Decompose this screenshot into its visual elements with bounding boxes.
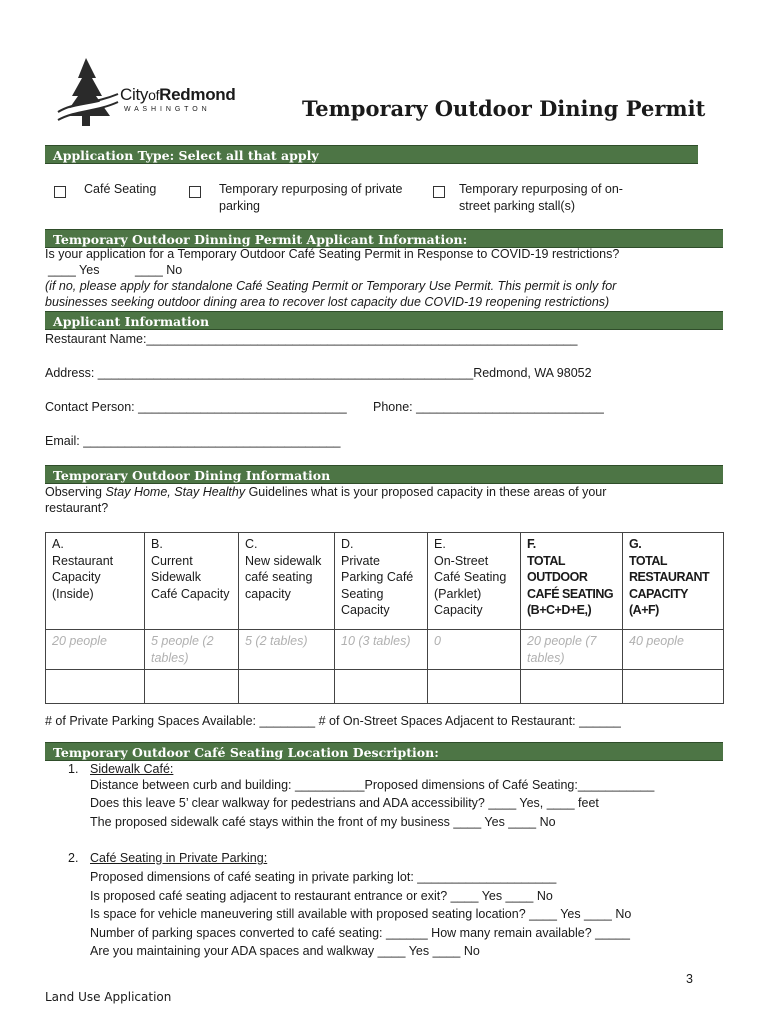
col-b-header: [145, 533, 239, 630]
parking-spaces-line[interactable]: # of Private Parking Spaces Available: ________ # of On-Street Spaces Adjacent to Restaurant: ______: [45, 714, 621, 728]
col-g-l1: G.: [629, 537, 642, 551]
section-applicant-permit-info: Temporary Outdoor Dinning Permit Applicant Information:: [45, 229, 723, 248]
col-c-l4: capacity: [245, 586, 291, 601]
col-e-l2: On-Street: [434, 553, 489, 568]
col-e-l1: E.: [434, 537, 446, 551]
section-dining-information: Temporary Outdoor Dining Information: [45, 465, 723, 484]
col-e-l3: Café Seating: [434, 570, 507, 584]
section-applicant-information: Applicant Information: [45, 311, 723, 330]
col-b-l3: Sidewalk: [151, 570, 202, 584]
covid-no[interactable]: ____ No: [135, 263, 183, 277]
capacity-example-row: [46, 630, 724, 670]
logo-city-name: Redmond: [159, 85, 236, 104]
col-f-header: [521, 533, 623, 630]
logo-city-prefix: City: [120, 85, 149, 104]
example-a[interactable]: 20 people: [46, 630, 145, 670]
col-f-l5: (B+C+D+E,): [527, 603, 592, 617]
col-d-l1: D.: [341, 537, 354, 551]
item2-line2[interactable]: Is proposed café seating adjacent to restaurant entrance or exit? ____ Yes ____ No: [90, 889, 553, 903]
checkbox-cafe-seating[interactable]: [54, 186, 66, 198]
col-g-l2: TOTAL: [629, 553, 668, 568]
entry-c[interactable]: [239, 670, 335, 704]
col-b-l1: B.: [151, 537, 163, 551]
item1-title: Sidewalk Café:: [90, 762, 174, 776]
address-field[interactable]: Address: ______________________________________________________Redmond, WA 98052: [45, 366, 592, 380]
section-application-type: Application Type: Select all that apply: [45, 145, 698, 164]
checkbox-private-parking[interactable]: [189, 186, 201, 198]
page-number: 3: [686, 972, 693, 986]
footer-label: Land Use Application: [45, 990, 172, 1004]
entry-g[interactable]: [623, 670, 724, 704]
col-a-l4: (Inside): [52, 586, 94, 601]
checkbox-on-street-parking[interactable]: [433, 186, 445, 198]
entry-b[interactable]: [145, 670, 239, 704]
col-a-l1: A.: [52, 537, 64, 551]
capacity-intro-italic: Stay Home, Stay Healthy: [105, 485, 246, 499]
item2-line3[interactable]: Is space for vehicle maneuvering still available with proposed seating location? ____ Yes ____ No: [90, 907, 632, 921]
example-e[interactable]: 0: [428, 630, 521, 670]
col-e-header: [428, 533, 521, 630]
logo-state: W A S H I N G T O N: [124, 106, 208, 113]
item2-number: 2.: [68, 851, 79, 865]
col-g-l4: CAPACITY: [629, 586, 688, 601]
tree-logo-icon: [52, 56, 124, 128]
col-a-header: [46, 533, 145, 630]
example-f[interactable]: 20 people (7 tables): [521, 630, 623, 670]
item1-number: 1.: [68, 762, 79, 776]
option-private-parking-line1: Temporary repurposing of private: [219, 182, 403, 196]
option-on-street-line2: street parking stall(s): [459, 199, 576, 213]
entry-f[interactable]: [521, 670, 623, 704]
col-b-l4: Café Capacity: [151, 586, 230, 601]
col-a-l3: Capacity: [52, 570, 101, 584]
col-c-l3: café seating: [245, 570, 313, 584]
col-d-header: [335, 533, 428, 630]
col-b-l2: Current: [151, 553, 193, 568]
col-d-l5: Capacity: [341, 603, 390, 617]
logo-of: of: [148, 87, 160, 103]
col-f-l1: F.: [527, 537, 536, 551]
item1-line1[interactable]: Distance between curb and building: __________Proposed dimensions of Café Seating:___________: [90, 778, 655, 792]
contact-person-field[interactable]: Contact Person: ______________________________: [45, 400, 347, 414]
covid-yes[interactable]: ____ Yes: [48, 263, 100, 277]
restaurant-name-field[interactable]: Restaurant Name:______________________________________________________________: [45, 332, 578, 346]
col-e-l4: (Parklet): [434, 586, 482, 601]
covid-note-line2: businesses seeking outdoor dining area to recover lost capacity due COVID-19 reopening restrictions): [45, 295, 610, 309]
city-logo: [52, 56, 272, 128]
example-d[interactable]: 10 (3 tables): [335, 630, 428, 670]
covid-note-line1: (if no, please apply for standalone Café Seating Permit or Temporary Use Permit. This permit is only for: [45, 279, 617, 293]
option-cafe-seating: Café Seating: [84, 182, 157, 196]
capacity-intro-post: Guidelines what is your proposed capacity in these areas of your: [245, 485, 607, 499]
entry-a[interactable]: [46, 670, 145, 704]
phone-field[interactable]: Phone: ___________________________: [373, 400, 604, 414]
capacity-intro-line2: restaurant?: [45, 501, 109, 515]
capacity-header-row: [46, 533, 724, 630]
col-a-l2: Restaurant: [52, 553, 114, 568]
option-on-street-line1: Temporary repurposing of on-: [459, 182, 623, 196]
col-c-l1: C.: [245, 537, 258, 551]
col-d-l2: Private: [341, 553, 380, 568]
col-f-l3: OUTDOOR: [527, 570, 588, 584]
entry-d[interactable]: [335, 670, 428, 704]
col-e-l5: Capacity: [434, 603, 483, 617]
item1-line3[interactable]: The proposed sidewalk café stays within the front of my business ____ Yes ____ No: [90, 815, 556, 829]
email-field[interactable]: Email: _____________________________________: [45, 434, 341, 448]
col-d-l4: Seating: [341, 586, 384, 601]
page-title: Temporary Outdoor Dining Permit: [302, 96, 706, 121]
example-g[interactable]: 40 people: [623, 630, 724, 670]
section-location-description: Temporary Outdoor Café Seating Location Description:: [45, 742, 723, 761]
covid-question: Is your application for a Temporary Outdoor Café Seating Permit in Response to COVID-19 restrictions?: [45, 247, 620, 261]
item2-line4[interactable]: Number of parking spaces converted to café seating: ______ How many remain available? _____: [90, 926, 630, 940]
col-g-l5: (A+F): [629, 603, 659, 617]
example-b[interactable]: 5 people (2 tables): [145, 630, 239, 670]
col-g-header: [623, 533, 724, 630]
col-c-l2: New sidewalk: [245, 553, 322, 568]
item2-line5[interactable]: Are you maintaining your ADA spaces and walkway ____ Yes ____ No: [90, 944, 480, 958]
item2-line1[interactable]: Proposed dimensions of café seating in private parking lot: ____________________: [90, 870, 557, 884]
example-c[interactable]: 5 (2 tables): [239, 630, 335, 670]
capacity-intro: [45, 484, 606, 501]
col-f-l4: CAFÉ SEATING: [527, 586, 614, 601]
capacity-table: [45, 532, 724, 704]
option-private-parking-line2: parking: [219, 199, 260, 213]
capacity-entry-row: [46, 670, 724, 704]
item1-line2[interactable]: Does this leave 5’ clear walkway for pedestrians and ADA accessibility? ____ Yes, ____ feet: [90, 796, 599, 810]
col-d-l3: Parking Café: [341, 570, 414, 584]
col-c-header: [239, 533, 335, 630]
col-g-l3: RESTAURANT: [629, 570, 710, 584]
col-f-l2: TOTAL: [527, 553, 566, 568]
capacity-intro-pre: Observing: [45, 485, 106, 499]
entry-e[interactable]: [428, 670, 521, 704]
item2-title: Café Seating in Private Parking:: [90, 851, 268, 865]
